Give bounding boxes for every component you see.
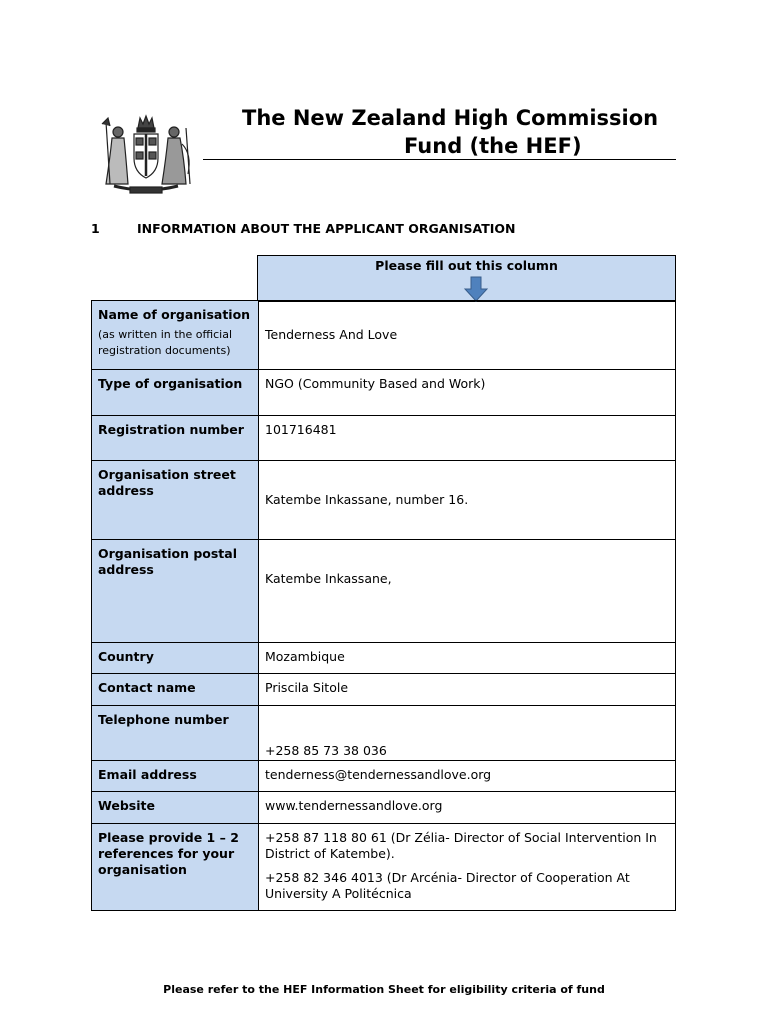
row-label: Type of organisation — [92, 370, 259, 416]
street-address-field[interactable]: Katembe Inkassane, number 16. — [259, 461, 676, 540]
row-label-cell — [92, 301, 259, 370]
section-title: INFORMATION ABOUT THE APPLICANT ORGANISATION — [137, 221, 516, 236]
contact-name-field[interactable]: Priscila Sitole — [259, 674, 676, 706]
fill-column-label: Please fill out this column — [375, 258, 558, 273]
document-title-line2: Fund (the HEF) — [404, 134, 582, 158]
title-underline — [203, 159, 676, 160]
telephone-field[interactable]: +258 85 73 38 036 — [259, 706, 676, 761]
applicant-info-table — [91, 300, 676, 911]
row-label: Organisation postal address — [92, 540, 259, 643]
row-label: Name of organisation — [98, 307, 251, 322]
footer-note: Please refer to the HEF Information Sheet for eligibility criteria of fund — [163, 983, 605, 996]
row-label: Registration number — [92, 416, 259, 461]
row-label: Email address — [92, 761, 259, 792]
registration-number-field[interactable]: 101716481 — [259, 416, 676, 461]
table-row — [92, 674, 676, 706]
table-row — [92, 643, 676, 674]
table-row — [92, 370, 676, 416]
coat-of-arms-logo — [96, 114, 196, 196]
table-row — [92, 540, 676, 643]
row-label: Telephone number — [92, 706, 259, 761]
table-row — [92, 761, 676, 792]
row-label: Country — [92, 643, 259, 674]
table-row — [92, 301, 676, 370]
country-field[interactable]: Mozambique — [259, 643, 676, 674]
reference-1: +258 87 118 80 61 (Dr Zélia- Director of Social Intervention In District of Katembe). — [265, 830, 657, 861]
row-value: Tenderness And Love — [265, 327, 398, 342]
fill-column-header — [257, 255, 676, 302]
table-row — [92, 706, 676, 761]
table-row — [92, 461, 676, 540]
website-field[interactable]: www.tendernessandlove.org — [259, 792, 676, 824]
reference-2: +258 82 346 4013 (Dr Arcénia- Director of Cooperation At University A Politécnica — [265, 870, 630, 901]
table-row — [92, 416, 676, 461]
arrow-down-icon — [463, 276, 489, 302]
organisation-name-field[interactable] — [259, 301, 676, 370]
document-title-line1: The New Zealand High Commission — [242, 106, 659, 130]
postal-address-field[interactable]: Katembe Inkassane, — [259, 540, 676, 643]
organisation-type-field[interactable]: NGO (Community Based and Work) — [259, 370, 676, 416]
row-label: Website — [92, 792, 259, 824]
references-field[interactable] — [259, 824, 676, 911]
row-label: Organisation street address — [92, 461, 259, 540]
email-field[interactable]: tenderness@tendernessandlove.org — [259, 761, 676, 792]
row-label: Please provide 1 – 2 references for your organisation — [92, 824, 259, 911]
row-label: Contact name — [92, 674, 259, 706]
table-row — [92, 792, 676, 824]
section-number: 1 — [91, 221, 100, 236]
row-label-note: (as written in the official registration documents) — [98, 328, 233, 357]
table-row — [92, 824, 676, 911]
